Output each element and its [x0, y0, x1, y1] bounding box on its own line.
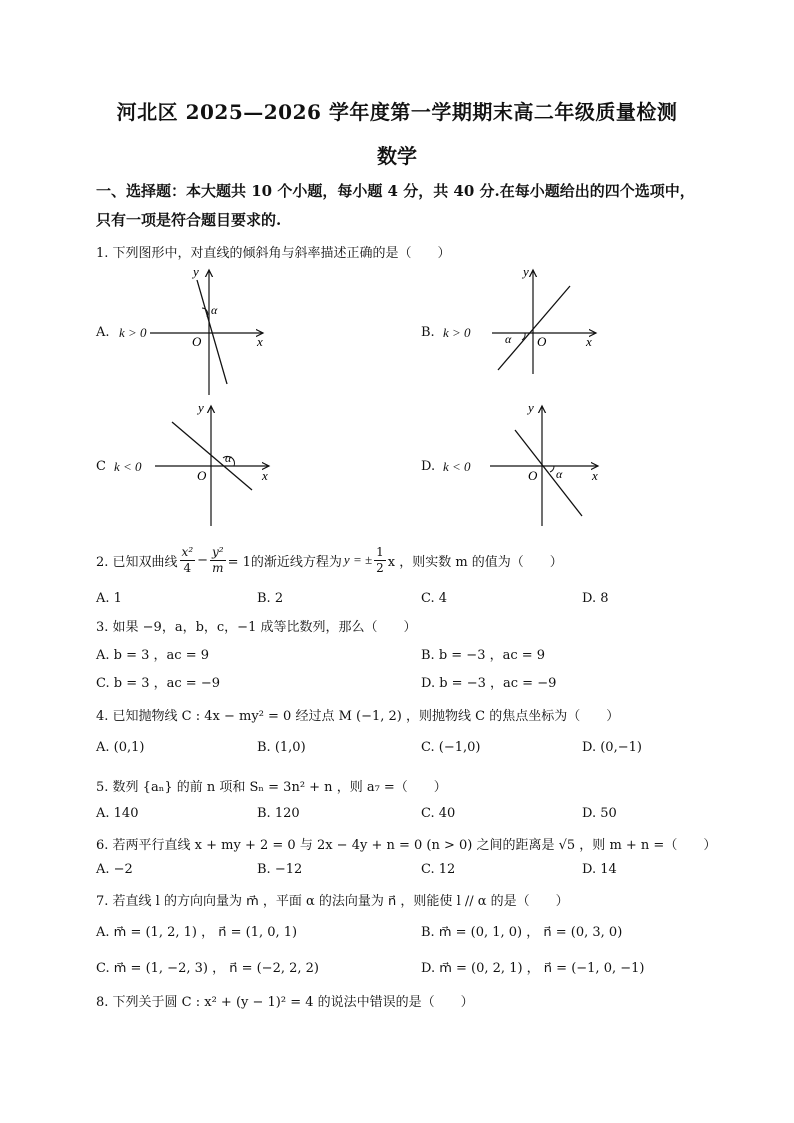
- x-label: x: [257, 334, 263, 349]
- question-8-stem: 8. 下列关于圆 C : x² + (y − 1)² = 4 的说法中错误的是（ ）: [96, 995, 474, 1010]
- q4-option-a: A. (0,1): [96, 740, 145, 755]
- q6-option-b: B. −12: [257, 862, 303, 877]
- q7-option-b: B. m⃗ = (0, 1, 0) ， n⃗ = (0, 3, 0): [421, 925, 623, 940]
- q1-graph-a: [150, 262, 280, 397]
- q1-option-d-label: D.: [421, 459, 436, 474]
- q1-graph-c: [155, 398, 280, 528]
- q2-fraction-half: [374, 545, 386, 576]
- q1-option-d-condition: k < 0: [443, 459, 471, 474]
- q4-option-b: B. (1,0): [257, 740, 306, 755]
- q2-frac3-num: 1: [376, 544, 384, 559]
- q2-frac3-den: 2: [376, 560, 384, 575]
- question-6-stem: 6. 若两平行直线 x + my + 2 = 0 与 2x − 4y + n = 0 (n > 0) 之间的距离是 √5 ，则 m + n =（ ）: [96, 838, 717, 853]
- alpha-label: α: [225, 451, 232, 465]
- question-7-stem: 7. 若直线 l 的方向向量为 m⃗ ，平面 α 的法向量为 n⃗ ，则能使 l // α 的是（ ）: [96, 894, 569, 909]
- q5-option-d: D. 50: [582, 806, 617, 821]
- line-graph: [172, 422, 252, 490]
- document-title: 河北区 2025—2026 学年度第一学期期末高二年级质量检测: [116, 100, 678, 124]
- question-1-stem: 1. 下列图形中，对直线的倾斜角与斜率描述正确的是（ ）: [96, 246, 451, 261]
- y-label: y: [523, 264, 529, 279]
- angle-arc: [550, 466, 554, 472]
- x-label: x: [262, 468, 268, 483]
- q2-suffix: x ，则实数 m 的值为（ ）: [387, 554, 563, 570]
- q5-option-c: C. 40: [421, 806, 456, 821]
- subject-title: 数学: [377, 144, 417, 168]
- q2-prefix: 2. 已知双曲线: [96, 554, 178, 570]
- alpha-label: α: [505, 332, 512, 346]
- q3-option-c: C. b = 3 ，ac = −9: [96, 676, 220, 691]
- q3-option-b: B. b = −3 ，ac = 9: [421, 648, 546, 663]
- y-label: y: [198, 400, 204, 415]
- q2-frac2-num: y²: [212, 544, 224, 559]
- q1-option-a-label: A.: [96, 325, 110, 340]
- q1-option-c-label: C: [96, 459, 106, 474]
- q5-option-a: A. 140: [96, 806, 139, 821]
- q4-option-c: C. (−1,0): [421, 740, 481, 755]
- x-label: x: [592, 468, 598, 483]
- q2-option-a: A. 1: [96, 591, 122, 606]
- q3-option-a: A. b = 3 ，ac = 9: [96, 648, 209, 663]
- q2-frac1-den: 4: [183, 560, 192, 575]
- q2-option-d: D. 8: [582, 591, 609, 606]
- q5-option-b: B. 120: [257, 806, 300, 821]
- q1-option-b-condition: k > 0: [443, 325, 471, 340]
- origin-label: O: [192, 334, 202, 349]
- q7-option-a: A. m⃗ = (1, 2, 1) ， n⃗ = (1, 0, 1): [96, 925, 298, 940]
- q1-option-a-condition: k > 0: [119, 325, 147, 340]
- origin-label: O: [197, 468, 207, 483]
- q2-frac2-den: m: [212, 560, 224, 575]
- x-label: x: [586, 334, 592, 349]
- q6-option-c: C. 12: [421, 862, 456, 877]
- alpha-label: α: [211, 303, 218, 317]
- q2-frac1-num: x²: [181, 544, 194, 559]
- y-label: y: [528, 400, 534, 415]
- line-graph: [498, 286, 570, 370]
- question-4-stem: 4. 已知抛物线 C : 4x − my² = 0 经过点 M (−1, 2) ，则抛物线 C 的焦点坐标为（ ）: [96, 709, 620, 724]
- section-instruction-line1: 一、选择题：本大题共 10 个小题，每小题 4 分，共 40 分.在每小题给出的四个选项中，: [96, 182, 695, 200]
- q2-fraction-y: [210, 545, 226, 576]
- line-graph: [515, 430, 582, 516]
- q3-option-d: D. b = −3 ，ac = −9: [421, 676, 557, 691]
- q2-option-c: C. 4: [421, 591, 448, 606]
- origin-label: O: [537, 334, 547, 349]
- q1-graph-b: [490, 262, 605, 377]
- q2-option-b: B. 2: [257, 591, 284, 606]
- alpha-label: α: [556, 467, 563, 481]
- q2-yeq: y = ±: [343, 552, 373, 567]
- q1-option-b-label: B.: [421, 325, 435, 340]
- line-graph: [197, 280, 227, 384]
- question-2-stem: [96, 540, 563, 580]
- q2-eq: = 1的渐近线方程为: [227, 554, 342, 570]
- q7-option-c: C. m⃗ = (1, −2, 3) ， n⃗ = (−2, 2, 2): [96, 961, 319, 976]
- q4-option-d: D. (0,−1): [582, 740, 642, 755]
- q6-option-d: D. 14: [582, 862, 617, 877]
- q6-option-a: A. −2: [96, 862, 133, 877]
- question-5-stem: 5. 数列 {aₙ} 的前 n 项和 Sₙ = 3n² + n ，则 a₇ =（ ）: [96, 780, 447, 795]
- q2-minus: −: [197, 552, 209, 568]
- origin-label: O: [528, 468, 538, 483]
- q1-graph-d: [490, 398, 605, 528]
- section-instruction-line2: 只有一项是符合题目要求的.: [96, 211, 282, 229]
- q7-option-d: D. m⃗ = (0, 2, 1) ， n⃗ = (−1, 0, −1): [421, 961, 645, 976]
- y-label: y: [193, 264, 199, 279]
- q1-option-c-condition: k < 0: [114, 459, 142, 474]
- q2-fraction-x: [180, 545, 196, 576]
- question-3-stem: 3. 如果 −9，a，b，c，−1 成等比数列，那么（ ）: [96, 620, 417, 635]
